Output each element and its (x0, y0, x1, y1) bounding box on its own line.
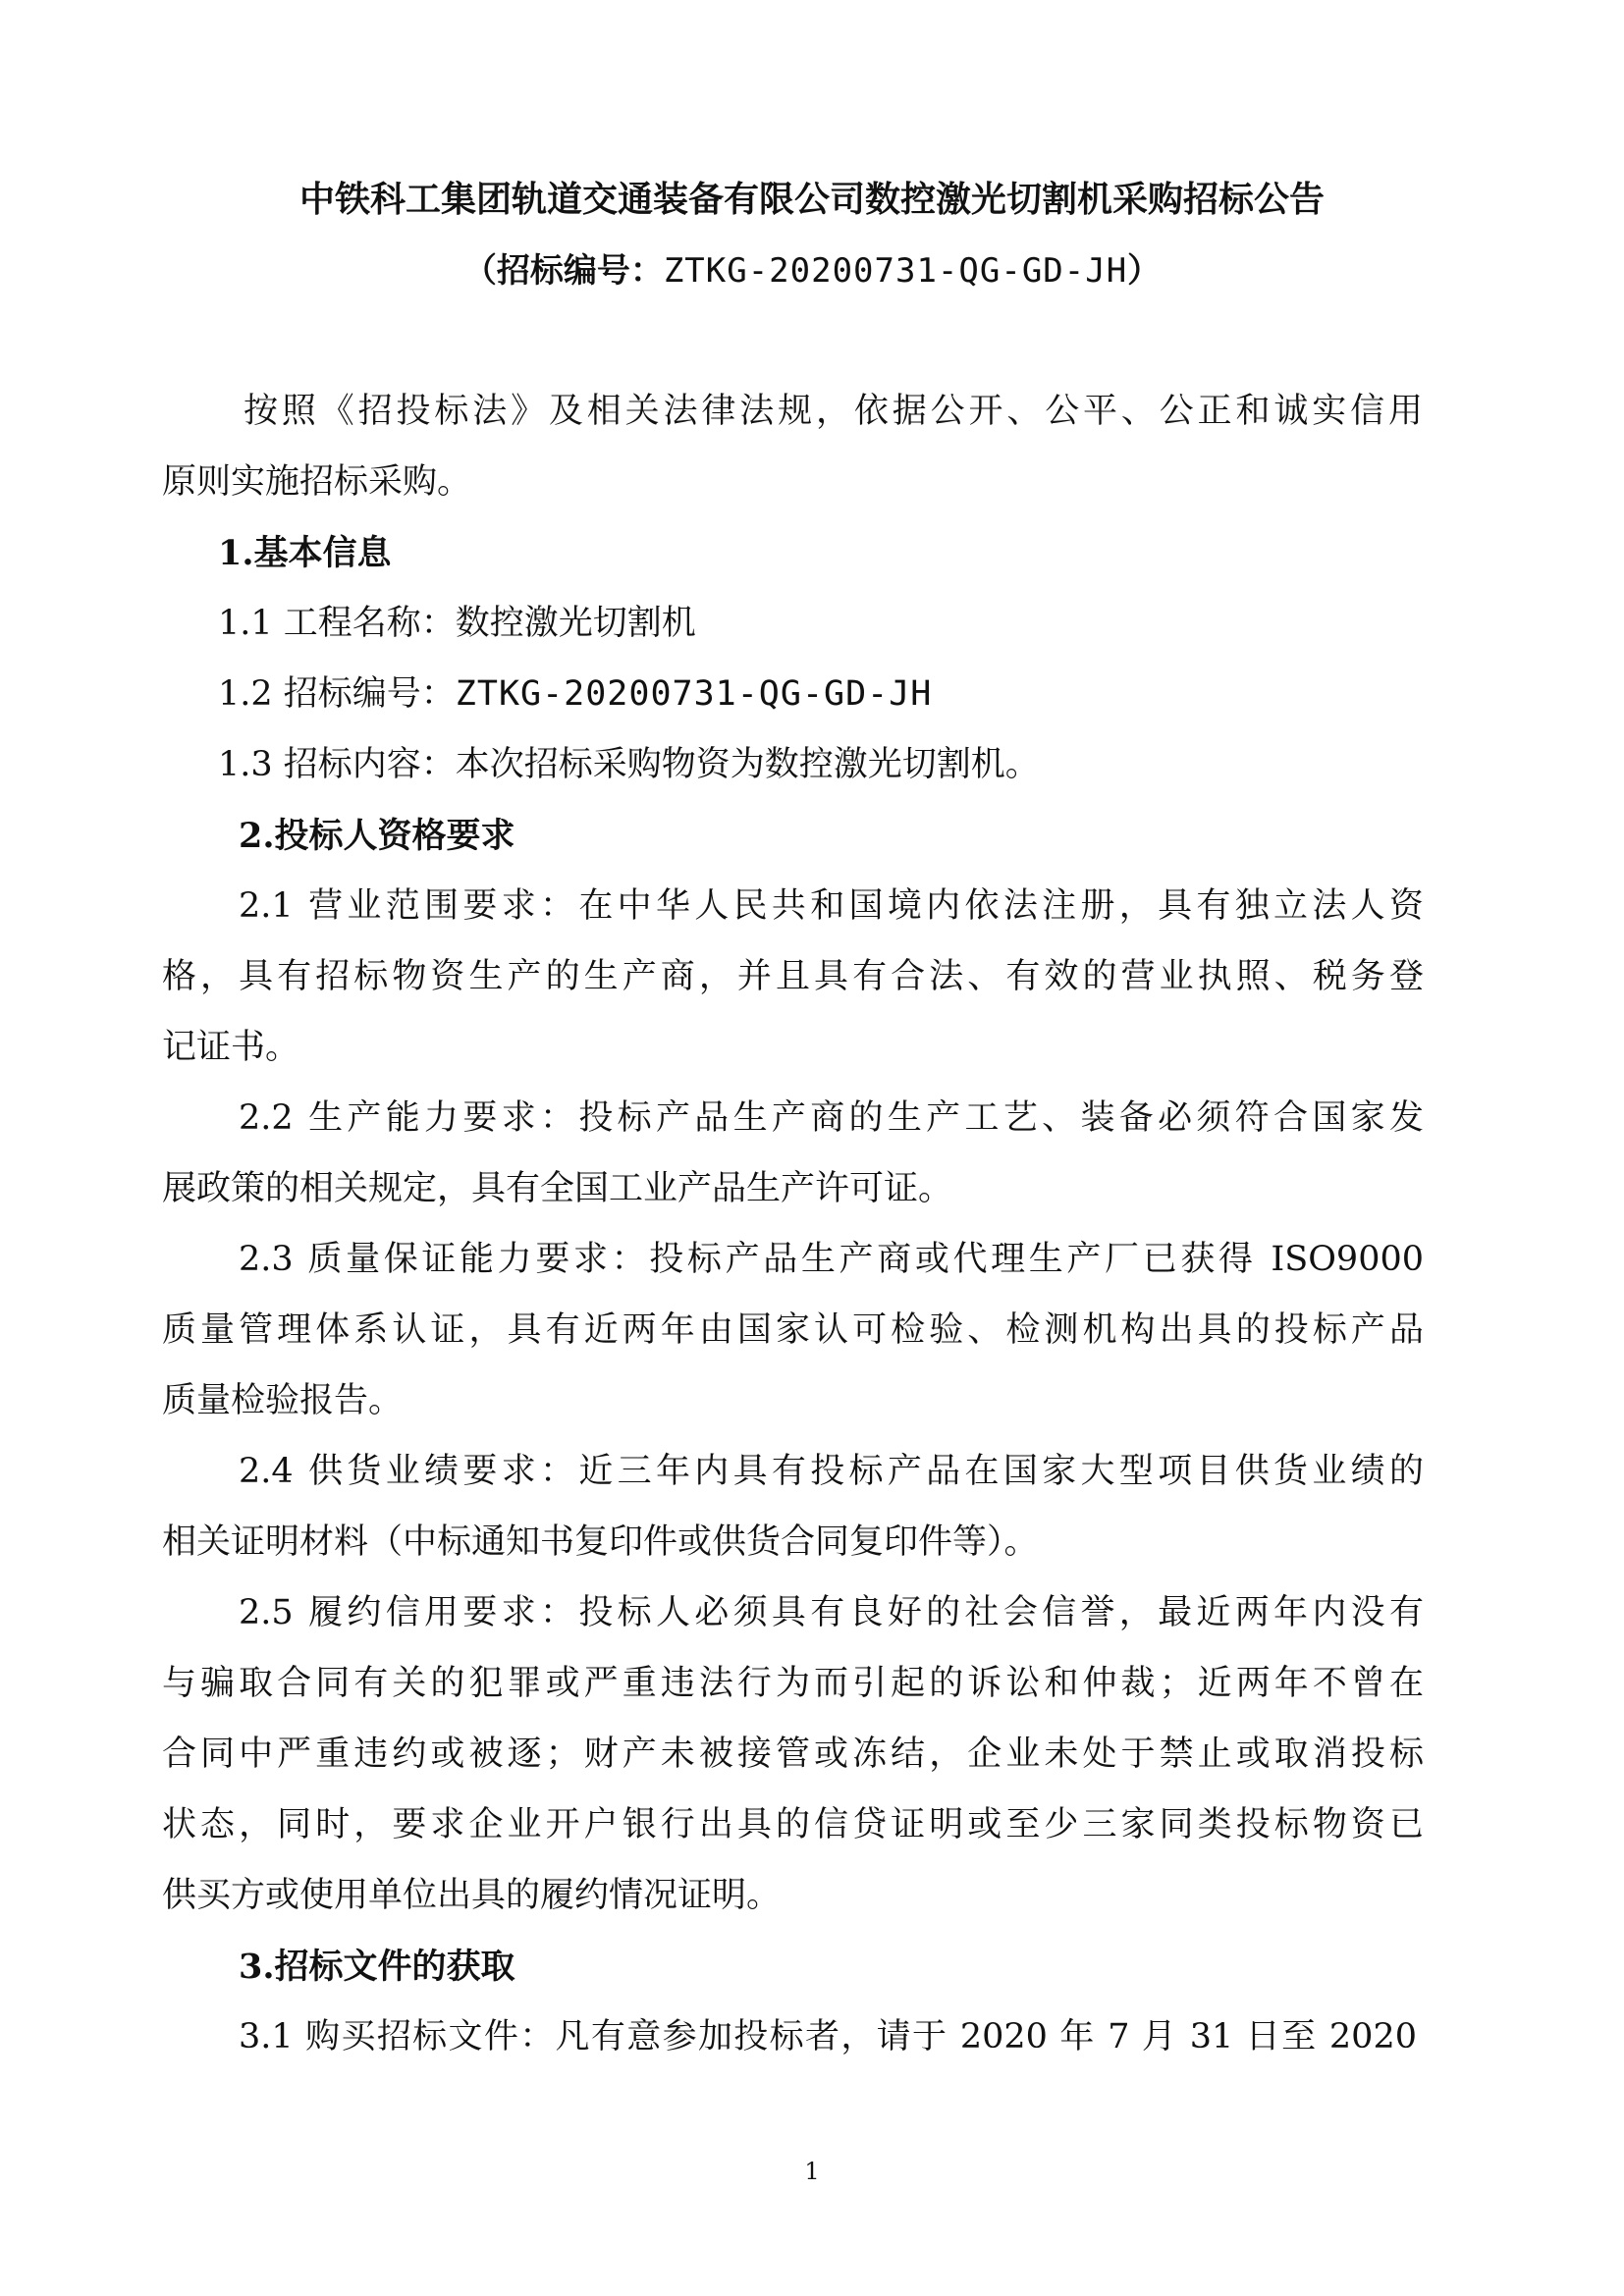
document-title: 中铁科工集团轨道交通装备有限公司数控激光切割机采购招标公告 (298, 179, 1325, 220)
item-1-3: 1.3 招标内容：本次招标采购物资为数控激光切割机。 (218, 745, 1040, 784)
subtitle-suffix: ） (1127, 251, 1162, 291)
intro-line-1: 按照《招投标法》及相关法律法规，依据公开、公平、公正和诚实信用 (244, 392, 1423, 431)
section-2-heading: 2.投标人资格要求 (239, 816, 515, 856)
para-2-2-line-1: 2.2 生产能力要求：投标产品生产商的生产工艺、装备必须符合国家发 (239, 1098, 1424, 1138)
para-2-4-line-1: 2.4 供货业绩要求：近三年内具有投标产品在国家大型项目供货业绩的 (239, 1452, 1424, 1491)
para-2-5-line-5: 供买方或使用单位出具的履约情况证明。 (162, 1876, 782, 1915)
para-2-2-line-2: 展政策的相关规定，具有全国工业产品生产许可证。 (162, 1169, 953, 1208)
section-3-heading: 3.招标文件的获取 (239, 1947, 515, 1987)
para-2-5-line-4: 状态，同时，要求企业开户银行出具的信贷证明或至少三家同类投标物资已 (162, 1805, 1424, 1844)
item-1-1: 1.1 工程名称：数控激光切割机 (218, 604, 696, 643)
page-number: 1 (804, 2158, 820, 2185)
section-1-heading: 1.基本信息 (218, 533, 392, 573)
item-1-2-code: ZTKG-20200731-QG-GD-JH (455, 674, 933, 714)
subtitle-code: ZTKG-20200731-QG-GD-JH (663, 251, 1128, 291)
para-3-1-line-1: 3.1 购买招标文件：凡有意参加投标者，请于 2020 年 7 月 31 日至 2020 (239, 2017, 1417, 2056)
subtitle-prefix: （招标编号： (462, 251, 664, 291)
intro-line-2: 原则实施招标采购。 (162, 462, 472, 502)
para-2-3-line-1: 2.3 质量保证能力要求：投标产品生产商或代理生产厂已获得 ISO9000 (239, 1240, 1424, 1279)
tender-number-subtitle (0, 243, 1624, 292)
para-2-1-line-1: 2.1 营业范围要求：在中华人民共和国境内依法注册，具有独立法人资 (239, 886, 1424, 926)
para-2-4-line-2: 相关证明材料（中标通知书复印件或供货合同复印件等）。 (162, 1522, 1039, 1562)
para-2-5-line-1: 2.5 履约信用要求：投标人必须具有良好的社会信誉，最近两年内没有 (239, 1593, 1424, 1632)
para-2-3-line-3: 质量检验报告。 (162, 1381, 404, 1420)
para-2-5-line-3: 合同中严重违约或被逐；财产未被接管或冻结，企业未处于禁止或取消投标 (162, 1735, 1424, 1774)
item-1-2 (218, 674, 933, 714)
para-2-5-line-2: 与骗取合同有关的犯罪或严重违法行为而引起的诉讼和仲裁；近两年不曾在 (162, 1664, 1424, 1703)
para-2-3-line-2: 质量管理体系认证，具有近两年由国家认可检验、检测机构出具的投标产品 (162, 1310, 1424, 1350)
item-1-2-label: 1.2 招标编号： (218, 674, 456, 714)
para-2-1-line-2: 格，具有招标物资生产的生产商，并且具有合法、有效的营业执照、税务登 (162, 957, 1424, 996)
para-2-1-line-3: 记证书。 (162, 1028, 300, 1067)
